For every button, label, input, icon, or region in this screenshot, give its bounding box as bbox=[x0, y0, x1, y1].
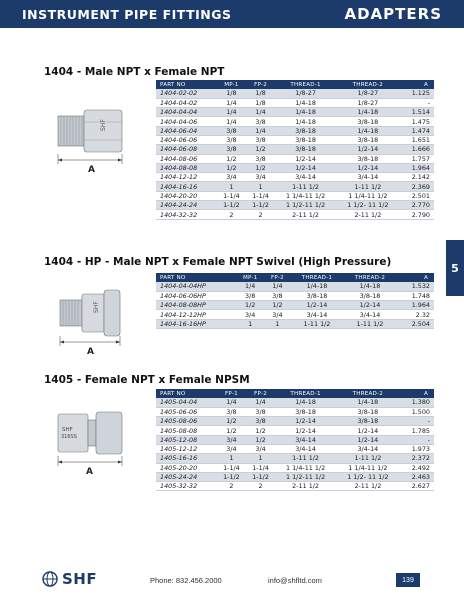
fitting-material-stamp: 316SS bbox=[61, 434, 77, 440]
part-number-cell: 1404-32-32 bbox=[156, 210, 217, 219]
table-cell: 3/8-18 bbox=[275, 135, 336, 144]
table-cell: 3/8-18 bbox=[343, 291, 396, 300]
table-row bbox=[156, 444, 434, 453]
table-cell: 1-11 1/2 bbox=[275, 182, 336, 191]
table-cell: 3/8-18 bbox=[275, 407, 336, 416]
table-cell: 3/4-14 bbox=[336, 444, 400, 453]
fitting-illustration-1404 bbox=[40, 102, 140, 180]
table-cell: 2-11 1/2 bbox=[275, 210, 336, 219]
table-cell: 3/4 bbox=[246, 173, 275, 182]
column-header: THREAD-2 bbox=[336, 389, 400, 398]
part-number-cell: 1404-08-08 bbox=[156, 163, 217, 172]
table-cell: 1 bbox=[246, 182, 275, 191]
table-cell: 1/2 bbox=[246, 426, 275, 435]
table-row bbox=[156, 435, 434, 444]
dimension-label-a: A bbox=[86, 467, 93, 477]
table-cell: 1.475 bbox=[400, 117, 434, 126]
table-cell: 1/4-18 bbox=[275, 98, 336, 107]
part-number-cell: 1405-24-24 bbox=[156, 472, 217, 481]
table-cell: 1/2-14 bbox=[290, 301, 343, 310]
table-cell: 1-1/2 bbox=[217, 472, 246, 481]
table-header-row bbox=[156, 80, 434, 89]
table-row bbox=[156, 417, 434, 426]
globe-icon bbox=[42, 571, 58, 587]
column-header: MP-1 bbox=[236, 273, 264, 282]
table-row bbox=[156, 463, 434, 472]
table-row bbox=[156, 135, 434, 144]
spec-table-1404hp bbox=[156, 273, 434, 329]
table-cell: 2.492 bbox=[400, 463, 434, 472]
table-cell: 1/4-18 bbox=[275, 108, 336, 117]
fitting-illustration-1405 bbox=[40, 404, 140, 482]
table-cell: 1/2-14 bbox=[275, 417, 336, 426]
table-cell: 2.504 bbox=[396, 319, 434, 328]
table-cell: 1 1/4-11 1/2 bbox=[275, 191, 336, 200]
table-cell: 1/2 bbox=[246, 435, 275, 444]
column-header: FP-2 bbox=[264, 273, 290, 282]
table-cell: 1/2 bbox=[217, 426, 246, 435]
table-cell: 1/4-18 bbox=[290, 282, 343, 291]
table-cell: 3/4 bbox=[246, 444, 275, 453]
table-cell: 1/2-14 bbox=[275, 426, 336, 435]
table-cell: 3/8 bbox=[246, 117, 275, 126]
table-row bbox=[156, 98, 434, 107]
table-cell: 1-1/4 bbox=[217, 191, 246, 200]
table-cell: 1/2-14 bbox=[336, 426, 400, 435]
column-header: A bbox=[396, 273, 434, 282]
part-number-cell: 1404-02-02 bbox=[156, 89, 217, 98]
table-cell: 1/4 bbox=[246, 126, 275, 135]
part-number-cell: 1404-16-16 bbox=[156, 182, 217, 191]
table-cell: 1/2-14 bbox=[343, 301, 396, 310]
table-cell: 1/8 bbox=[246, 89, 275, 98]
table-cell: 3/4 bbox=[217, 173, 246, 182]
part-number-cell: 1404-04-04 bbox=[156, 108, 217, 117]
part-number-cell: 1404-08-08HP bbox=[156, 301, 236, 310]
column-header: THREAD-2 bbox=[343, 273, 396, 282]
part-number-cell: 1405-20-20 bbox=[156, 463, 217, 472]
table-cell: 2.627 bbox=[400, 482, 434, 491]
table-cell: 1-11 1/2 bbox=[336, 454, 400, 463]
table-cell: 1.380 bbox=[400, 398, 434, 407]
table-cell: 3/8 bbox=[217, 407, 246, 416]
table-cell: 3/4 bbox=[264, 310, 290, 319]
table-cell: 1/2 bbox=[217, 163, 246, 172]
table-cell: 1/4 bbox=[217, 117, 246, 126]
table-cell: 1 1/2- 11 1/2 bbox=[336, 201, 400, 210]
table-cell: 3/4-14 bbox=[343, 310, 396, 319]
table-cell: 3/8 bbox=[246, 417, 275, 426]
table-cell: 2.142 bbox=[400, 173, 434, 182]
table-cell: - bbox=[400, 417, 434, 426]
table-cell: 2.32 bbox=[396, 310, 434, 319]
part-number-cell: 1404-04-04HP bbox=[156, 282, 236, 291]
part-number-cell: 1405-06-06 bbox=[156, 407, 217, 416]
part-number-cell: 1405-12-08 bbox=[156, 435, 217, 444]
table-cell: 1/2-14 bbox=[336, 145, 400, 154]
table-cell: 2.369 bbox=[400, 182, 434, 191]
table-cell: 1/4 bbox=[264, 282, 290, 291]
table-row bbox=[156, 301, 434, 310]
table-cell: 3/8 bbox=[264, 291, 290, 300]
table-cell: 1 1/2- 11 1/2 bbox=[336, 472, 400, 481]
part-number-cell: 1405-32-32 bbox=[156, 482, 217, 491]
table-cell: 1/4-18 bbox=[275, 398, 336, 407]
table-cell: 1 bbox=[246, 454, 275, 463]
table-cell: 1.748 bbox=[396, 291, 434, 300]
table-cell: 1/2-14 bbox=[336, 435, 400, 444]
table-cell: 3/4-14 bbox=[275, 173, 336, 182]
table-cell: 1 1/4-11 1/2 bbox=[336, 463, 400, 472]
table-cell: 3/8 bbox=[217, 135, 246, 144]
table-cell: 3/8 bbox=[236, 291, 264, 300]
part-number-cell: 1404-06-08 bbox=[156, 145, 217, 154]
table-row bbox=[156, 201, 434, 210]
table-cell: 1/4 bbox=[246, 398, 275, 407]
table-row bbox=[156, 282, 434, 291]
table-cell: 3/8-18 bbox=[275, 126, 336, 135]
table-row bbox=[156, 310, 434, 319]
table-cell: 1/2-14 bbox=[275, 154, 336, 163]
table-row bbox=[156, 182, 434, 191]
table-cell: 1 bbox=[217, 454, 246, 463]
table-cell: 3/4-14 bbox=[275, 444, 336, 453]
table-cell: 2-11 1/2 bbox=[275, 482, 336, 491]
table-cell: 3/4 bbox=[236, 310, 264, 319]
table-cell: 1/8 bbox=[217, 89, 246, 98]
table-cell: - bbox=[400, 435, 434, 444]
table-row bbox=[156, 89, 434, 98]
table-cell: 1/8-27 bbox=[275, 89, 336, 98]
table-row bbox=[156, 426, 434, 435]
table-cell: 2 bbox=[246, 482, 275, 491]
table-row bbox=[156, 472, 434, 481]
table-cell: 1.125 bbox=[400, 89, 434, 98]
part-number-cell: 1405-08-08 bbox=[156, 426, 217, 435]
table-cell: 1.964 bbox=[396, 301, 434, 310]
table-cell: 2.463 bbox=[400, 472, 434, 481]
table-row bbox=[156, 210, 434, 219]
table-row bbox=[156, 145, 434, 154]
table-cell: 1/8 bbox=[246, 98, 275, 107]
table-cell: 1.785 bbox=[400, 426, 434, 435]
table-row bbox=[156, 291, 434, 300]
fitting-stamp: SHF bbox=[93, 301, 100, 313]
spec-table-1404 bbox=[156, 80, 434, 220]
table-cell: 1-11 1/2 bbox=[343, 319, 396, 328]
section-title-1404: 1404 - Male NPT x Female NPT bbox=[44, 66, 225, 78]
table-cell: 1/4-18 bbox=[336, 398, 400, 407]
page-footer bbox=[0, 568, 464, 592]
table-cell: 1-1/4 bbox=[246, 463, 275, 472]
part-number-cell: 1404-12-12 bbox=[156, 173, 217, 182]
table-row bbox=[156, 163, 434, 172]
table-cell: 1.474 bbox=[400, 126, 434, 135]
table-cell: 1.964 bbox=[400, 163, 434, 172]
table-row bbox=[156, 398, 434, 407]
dimension-label-a: A bbox=[88, 165, 95, 175]
table-cell: 3/8 bbox=[217, 126, 246, 135]
dimension-label-a: A bbox=[87, 347, 94, 357]
header-section: ADAPTERS bbox=[344, 5, 442, 23]
column-header: THREAD-1 bbox=[275, 389, 336, 398]
table-row bbox=[156, 191, 434, 200]
table-cell: 3/8-18 bbox=[290, 291, 343, 300]
table-cell: 1 bbox=[217, 182, 246, 191]
table-cell: 1 bbox=[264, 319, 290, 328]
table-cell: 1-1/2 bbox=[217, 201, 246, 210]
table-row bbox=[156, 126, 434, 135]
table-cell: 1.757 bbox=[400, 154, 434, 163]
table-cell: 1/8-27 bbox=[336, 98, 400, 107]
column-header: FP-1 bbox=[217, 389, 246, 398]
table-cell: 1-1/4 bbox=[246, 191, 275, 200]
table-cell: 3/8-18 bbox=[275, 145, 336, 154]
table-cell: 1/2 bbox=[246, 163, 275, 172]
part-number-cell: 1404-12-12HP bbox=[156, 310, 236, 319]
table-cell: 1/2 bbox=[264, 301, 290, 310]
page-number: 139 bbox=[396, 573, 420, 587]
table-cell: 2.790 bbox=[400, 210, 434, 219]
column-header: A bbox=[400, 389, 434, 398]
table-cell: 3/8 bbox=[246, 407, 275, 416]
table-cell: 3/8-18 bbox=[336, 154, 400, 163]
part-number-cell: 1404-08-06 bbox=[156, 154, 217, 163]
section-title-1404hp: 1404 - HP - Male NPT x Female NPT Swivel (High Pressure) bbox=[44, 256, 392, 268]
column-header: PART NO bbox=[156, 389, 217, 398]
column-header: FP-2 bbox=[246, 80, 275, 89]
table-cell: 1.500 bbox=[400, 407, 434, 416]
part-number-cell: 1404-06-06 bbox=[156, 135, 217, 144]
table-cell: 1-11 1/2 bbox=[275, 454, 336, 463]
header-category: INSTRUMENT PIPE FITTINGS bbox=[22, 6, 232, 22]
column-header: A bbox=[400, 80, 434, 89]
fitting-stamp: SHF bbox=[62, 427, 73, 433]
table-cell: 2-11 1/2 bbox=[336, 210, 400, 219]
table-cell: 3/8-18 bbox=[336, 417, 400, 426]
table-cell: 1/4 bbox=[217, 108, 246, 117]
table-cell: 2 bbox=[217, 482, 246, 491]
table-cell: 1/4 bbox=[217, 398, 246, 407]
table-cell: 3/8-18 bbox=[336, 407, 400, 416]
spec-table-1405 bbox=[156, 389, 434, 491]
table-cell: 3/4-14 bbox=[275, 435, 336, 444]
table-cell: 3/4-14 bbox=[290, 310, 343, 319]
table-cell: 1/2 bbox=[217, 154, 246, 163]
table-cell: - bbox=[400, 98, 434, 107]
footer-email[interactable]: info@shfltd.com bbox=[268, 576, 322, 585]
company-logo bbox=[42, 570, 97, 588]
part-number-cell: 1404-04-02 bbox=[156, 98, 217, 107]
table-cell: 2.501 bbox=[400, 191, 434, 200]
table-cell: 2 bbox=[246, 210, 275, 219]
table-cell: 1/4-18 bbox=[336, 108, 400, 117]
table-cell: 3/8 bbox=[246, 135, 275, 144]
table-cell: 1/4-18 bbox=[336, 126, 400, 135]
table-row bbox=[156, 117, 434, 126]
table-cell: 1/2 bbox=[246, 145, 275, 154]
table-cell: 1.514 bbox=[400, 108, 434, 117]
fitting-stamp: SHF bbox=[100, 119, 107, 131]
table-header-row bbox=[156, 389, 434, 398]
chapter-tab: 5 bbox=[446, 240, 464, 296]
table-cell: 1.651 bbox=[400, 135, 434, 144]
table-cell: 1/4 bbox=[246, 108, 275, 117]
table-cell: 1-11 1/2 bbox=[336, 182, 400, 191]
table-cell: 3/8-18 bbox=[336, 135, 400, 144]
column-header: THREAD-1 bbox=[290, 273, 343, 282]
table-cell: 1 1/4-11 1/2 bbox=[336, 191, 400, 200]
table-cell: 1-1/2 bbox=[246, 472, 275, 481]
table-cell: 1 1/2-11 1/2 bbox=[275, 201, 336, 210]
table-row bbox=[156, 154, 434, 163]
table-cell: 1/2-14 bbox=[275, 163, 336, 172]
part-number-cell: 1404-04-06 bbox=[156, 117, 217, 126]
part-number-cell: 1405-16-16 bbox=[156, 454, 217, 463]
column-header: FP-2 bbox=[246, 389, 275, 398]
footer-phone: Phone: 832.456.2000 bbox=[150, 576, 222, 585]
table-row bbox=[156, 482, 434, 491]
table-cell: 1-1/4 bbox=[217, 463, 246, 472]
table-cell: 2-11 1/2 bbox=[336, 482, 400, 491]
column-header: PART NO bbox=[156, 273, 236, 282]
table-cell: 3/8 bbox=[217, 145, 246, 154]
part-number-cell: 1404-24-24 bbox=[156, 201, 217, 210]
table-cell: 1-1/2 bbox=[246, 201, 275, 210]
part-number-cell: 1404-06-06HP bbox=[156, 291, 236, 300]
table-cell: 2.770 bbox=[400, 201, 434, 210]
table-cell: 2 bbox=[217, 210, 246, 219]
column-header: MP-1 bbox=[217, 80, 246, 89]
table-row bbox=[156, 173, 434, 182]
table-cell: 3/8 bbox=[246, 154, 275, 163]
table-cell: 1/2 bbox=[236, 301, 264, 310]
table-cell: 1-11 1/2 bbox=[290, 319, 343, 328]
column-header: THREAD-2 bbox=[336, 80, 400, 89]
table-cell: 3/4 bbox=[217, 435, 246, 444]
table-cell: 1 bbox=[236, 319, 264, 328]
table-cell: 1/8-27 bbox=[336, 89, 400, 98]
table-cell: 1.532 bbox=[396, 282, 434, 291]
column-header: PART NO bbox=[156, 80, 217, 89]
table-cell: 3/4-14 bbox=[336, 173, 400, 182]
logo-text: SHF bbox=[62, 570, 98, 588]
table-cell: 1 1/2-11 1/2 bbox=[275, 472, 336, 481]
table-row bbox=[156, 454, 434, 463]
part-number-cell: 1404-16-16HP bbox=[156, 319, 236, 328]
table-cell: 1/4-18 bbox=[343, 282, 396, 291]
table-cell: 1/4 bbox=[236, 282, 264, 291]
column-header: THREAD-1 bbox=[275, 80, 336, 89]
fitting-illustration-1404hp bbox=[40, 284, 140, 358]
part-number-cell: 1405-08-06 bbox=[156, 417, 217, 426]
section-title-1405: 1405 - Female NPT x Female NPSM bbox=[44, 374, 250, 386]
table-header-row bbox=[156, 273, 434, 282]
table-row bbox=[156, 407, 434, 416]
table-cell: 3/8-18 bbox=[336, 117, 400, 126]
table-cell: 2.372 bbox=[400, 454, 434, 463]
table-cell: 1.973 bbox=[400, 444, 434, 453]
table-cell: 1 1/4-11 1/2 bbox=[275, 463, 336, 472]
table-cell: 1/4-18 bbox=[275, 117, 336, 126]
part-number-cell: 1405-12-12 bbox=[156, 444, 217, 453]
table-row bbox=[156, 108, 434, 117]
table-cell: 1/2-14 bbox=[336, 163, 400, 172]
table-cell: 1.666 bbox=[400, 145, 434, 154]
part-number-cell: 1405-04-04 bbox=[156, 398, 217, 407]
part-number-cell: 1404-06-04 bbox=[156, 126, 217, 135]
table-cell: 3/4 bbox=[217, 444, 246, 453]
part-number-cell: 1404-20-20 bbox=[156, 191, 217, 200]
table-cell: 1/4 bbox=[217, 98, 246, 107]
page-header bbox=[0, 0, 464, 28]
table-row bbox=[156, 319, 434, 328]
table-cell: 1/2 bbox=[217, 417, 246, 426]
